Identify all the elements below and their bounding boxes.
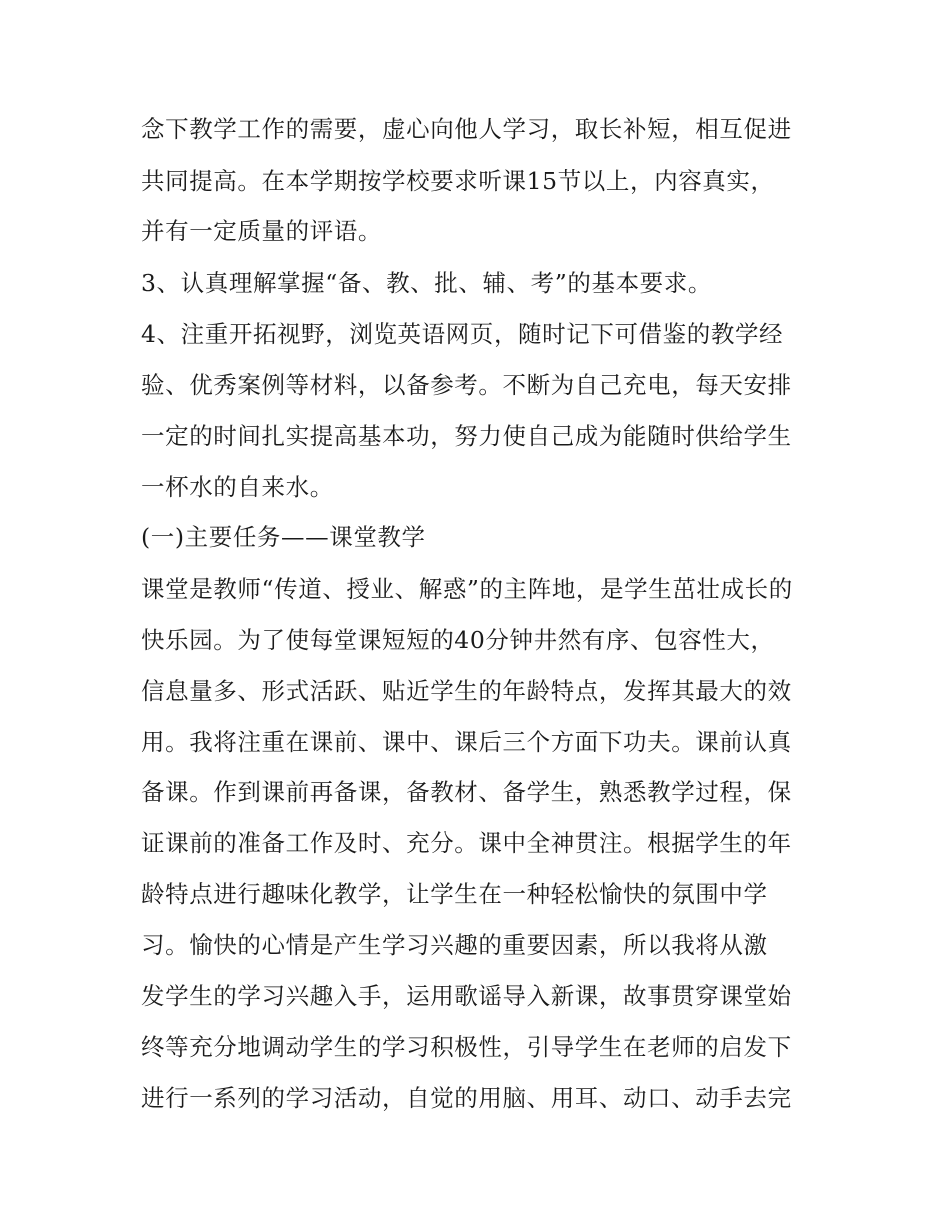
text-line: 快乐园。为了使每堂课短短的40分钟井然有序、包容性大， bbox=[141, 626, 775, 654]
text-line: 共同提高。在本学期按学校要求听课15节以上，内容真实， bbox=[141, 167, 775, 195]
text-line: 一定的时间扎实提高基本功，努力使自己成为能随时供给学生 bbox=[141, 422, 792, 450]
text-line: 用。我将注重在课前、课中、课后三个方面下功夫。课前认真 bbox=[141, 728, 792, 756]
text-line: 3、认真理解掌握“备、教、批、辅、考”的基本要求。 bbox=[141, 269, 712, 297]
text-line: 验、优秀案例等材料，以备参考。不断为自己充电，每天安排 bbox=[141, 371, 792, 399]
text-line: 课堂是教师“传道、授业、解惑”的主阵地，是学生茁壮成长的 bbox=[141, 575, 793, 603]
text-line: 龄特点进行趣味化教学，让学生在一种轻松愉快的氛围中学 bbox=[141, 880, 768, 908]
text-line: 4、注重开拓视野，浏览英语网页，随时记下可借鉴的教学经 bbox=[141, 320, 784, 348]
text-line: 证课前的准备工作及时、充分。课中全神贯注。根据学生的年 bbox=[141, 829, 792, 857]
text-line: 并有一定质量的评语。 bbox=[141, 217, 382, 245]
text-line: 终等充分地调动学生的学习积极性，引导学生在老师的启发下 bbox=[141, 1033, 792, 1061]
section-heading: (一)主要任务——课堂教学 bbox=[141, 523, 426, 551]
text-line: 一杯水的自来水。 bbox=[141, 473, 334, 501]
text-line: 信息量多、形式活跃、贴近学生的年龄特点，发挥其最大的效 bbox=[141, 677, 792, 705]
text-line: 习。愉快的心情是产生学习兴趣的重要因素，所以我将从激 bbox=[141, 931, 768, 959]
text-line: 进行一系列的学习活动，自觉的用脑、用耳、动口、动手去完 bbox=[141, 1084, 792, 1112]
text-line: 念下教学工作的需要，虚心向他人学习，取长补短，相互促进 bbox=[141, 115, 792, 143]
text-line: 备课。作到课前再备课，备教材、备学生，熟悉教学过程，保 bbox=[141, 778, 792, 806]
text-line: 发学生的学习兴趣入手，运用歌谣导入新课，故事贯穿课堂始 bbox=[141, 982, 792, 1010]
